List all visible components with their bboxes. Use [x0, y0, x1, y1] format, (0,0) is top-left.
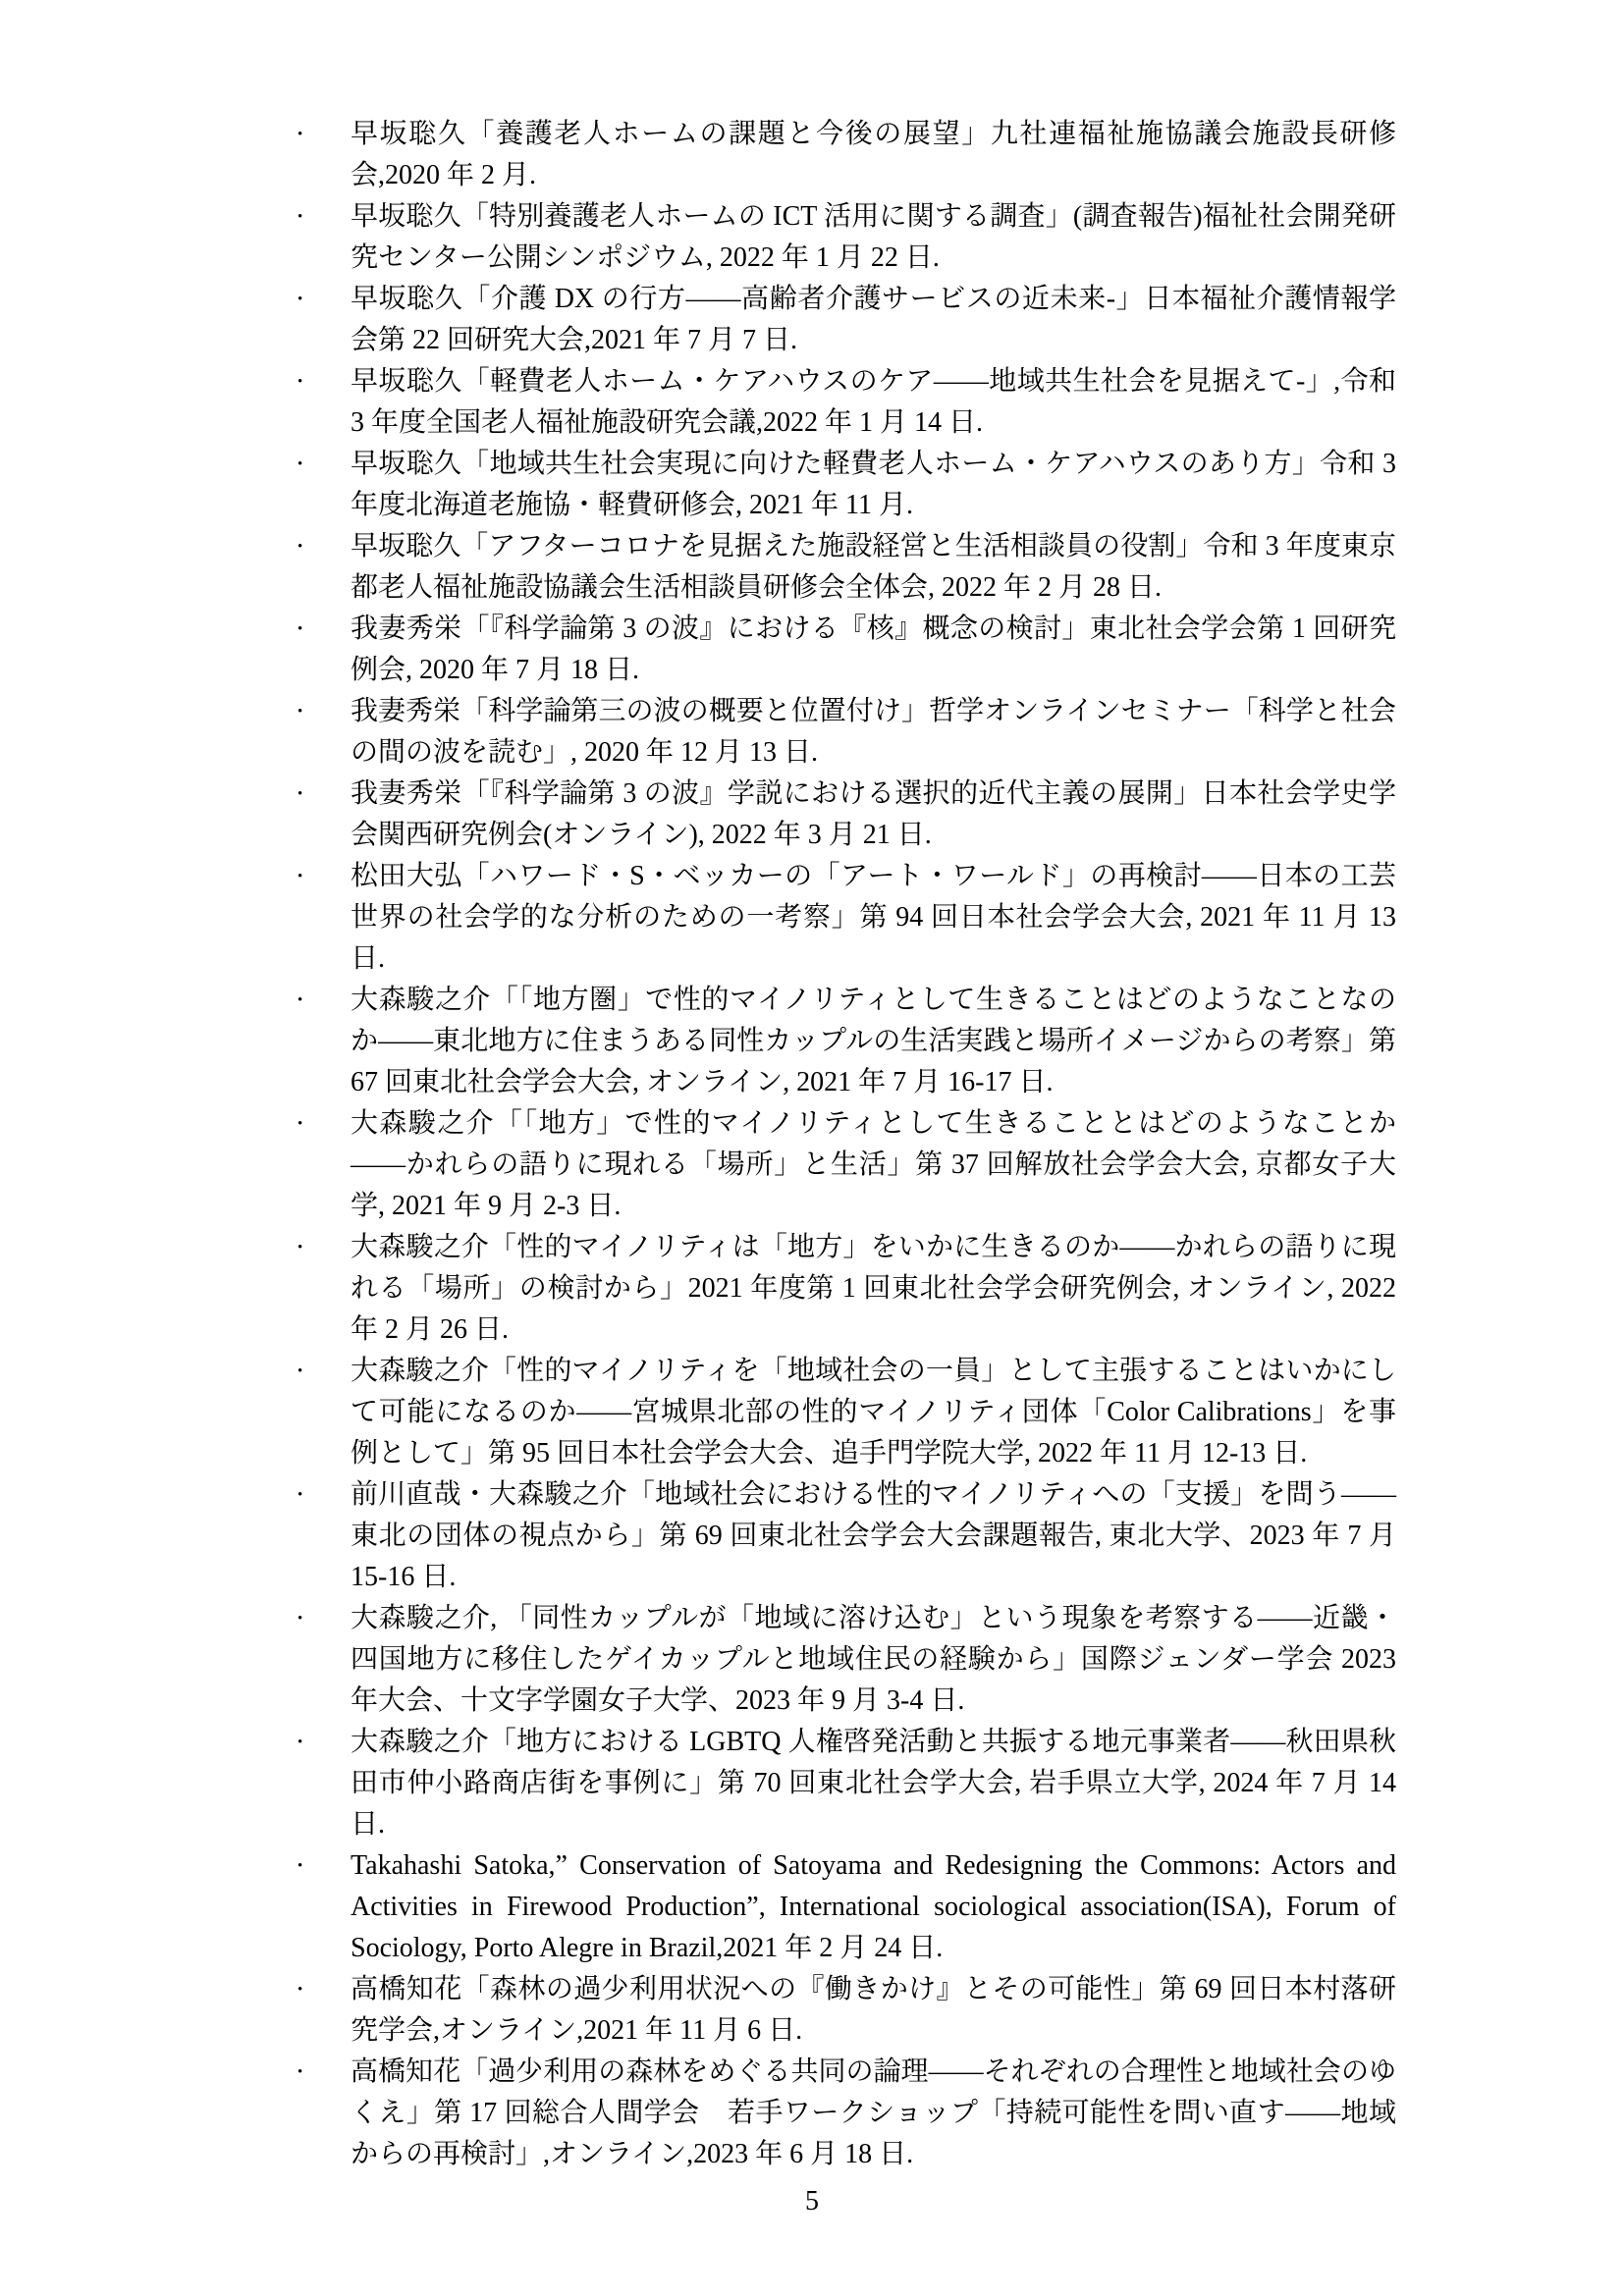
list-item-text: 大森駿之介「「地方圏」で性的マイノリティとして生きることはどのようなことなのか――東北地方に住まうある同性カップルの生活実践と場所イメージからの考察」第 67 回東北社会学会大会, オンライン, 2021 年 7 月 16-17 日. [351, 985, 1396, 1097]
list-item [295, 1845, 1396, 1969]
list-item [295, 980, 1396, 1103]
list-item-text: 早坂聡久「養護老人ホームの課題と今後の展望」九社連福祉施協議会施設長研修会,2020 年 2 月. [351, 119, 1396, 190]
bullet-icon: • [298, 292, 303, 307]
list-item [295, 526, 1396, 609]
list-item-text: 我妻秀栄「『科学論第 3 の波』学説における選択的近代主義の展開」日本社会学史学会関西研究例会(オンライン), 2022 年 3 月 21 日. [351, 778, 1396, 850]
list-item [295, 444, 1396, 526]
list-item-text: 我妻秀栄「『科学論第 3 の波』における『核』概念の検討」東北社会学会第 1 回研究例会, 2020 年 7 月 18 日. [351, 614, 1396, 685]
list-item-text: 高橋知花「森林の過少利用状況への『働きかけ』とその可能性」第 69 回日本村落研究学会,オンライン,2021 年 11 月 6 日. [351, 1974, 1396, 2046]
presentation-list [295, 114, 1396, 2175]
list-item-text: 松田大弘「ハワード・S・ベッカーの「アート・ワールド」の再検討――日本の工芸世界の社会学的な分析のための一考察」第 94 回日本社会学会大会, 2021 年 11 月 13 日. [351, 861, 1396, 974]
list-item-text: 前川直哉・大森駿之介「地域社会における性的マイノリティへの「支援」を問う――東北の団体の視点から」第 69 回東北社会学会大会課題報告, 東北大学、2023 年 7 月 15-16 日. [351, 1479, 1396, 1592]
list-item-text: 早坂聡久「軽費老人ホーム・ケアハウスのケア――地域共生社会を見据えて-」,令和 3 年度全国老人福祉施設研究会議,2022 年 1 月 14 日. [351, 366, 1396, 438]
bullet-icon: • [298, 704, 303, 720]
bullet-icon: • [298, 127, 303, 142]
list-item [295, 1969, 1396, 2052]
bullet-icon: • [298, 456, 303, 472]
bullet-icon: • [298, 786, 303, 802]
list-item [295, 609, 1396, 691]
list-item [295, 1474, 1396, 1598]
list-item-text: 高橋知花「過少利用の森林をめぐる共同の論理――それぞれの合理性と地域社会のゆくえ」第 17 回総合人間学会 若手ワークショップ「持続可能性を問い直す――地域からの再検討」,オンライン,2023 年 6 月 18 日. [351, 2056, 1396, 2169]
list-item [295, 1722, 1396, 1845]
list-item [295, 1351, 1396, 1474]
list-item-text: 我妻秀栄「科学論第三の波の概要と位置付け」哲学オンラインセミナー「科学と社会の間の波を読む」, 2020 年 12 月 13 日. [351, 696, 1396, 768]
list-item-text: 大森駿之介, 「同性カップルが「地域に溶け込む」という現象を考察する――近畿・四国地方に移住したゲイカップルと地域住民の経験から」国際ジェンダー学会 2023 年大会、十文字学園女子大学、2023 年 9 月 3-4 日. [351, 1603, 1396, 1716]
list-item-text: 早坂聡久「地域共生社会実現に向けた軽費老人ホーム・ケアハウスのあり方」令和 3 年度北海道老施協・軽費研修会, 2021 年 11 月. [351, 449, 1396, 520]
list-item-text: 早坂聡久「介護 DX の行方――高齢者介護サービスの近未来-」日本福祉介護情報学会第 22 回研究大会,2021 年 7 月 7 日. [351, 284, 1396, 355]
bullet-icon: • [298, 1363, 303, 1379]
bullet-icon: • [298, 1240, 303, 1255]
list-item [295, 196, 1396, 279]
list-item [295, 1598, 1396, 1722]
bullet-icon: • [298, 869, 303, 884]
list-item-text: 大森駿之介「「地方」で性的マイノリティとして生きることとはどのようなことか――かれらの語りに現れる「場所」と生活」第 37 回解放社会学会大会, 京都女子大学, 2021 年 9 月 2-3 日. [351, 1108, 1396, 1221]
page-number: 5 [805, 2186, 819, 2216]
list-item [295, 774, 1396, 856]
bullet-icon: • [298, 539, 303, 555]
bullet-icon: • [298, 1735, 303, 1750]
list-item [295, 114, 1396, 196]
bullet-icon: • [298, 1982, 303, 1998]
list-item [295, 1103, 1396, 1227]
list-item-text: 大森駿之介「地方における LGBTQ 人権啓発活動と共振する地元事業者――秋田県秋田市仲小路商店街を事例に」第 70 回東北社会学大会, 岩手県立大学, 2024 年 7 月 14 日. [351, 1727, 1396, 1840]
list-item-text: 大森駿之介「性的マイノリティは「地方」をいかに生きるのか――かれらの語りに現れる「場所」の検討から」2021 年度第 1 回東北社会学会研究例会, オンライン, 2022 年 2 月 26 日. [351, 1232, 1396, 1345]
list-item [295, 279, 1396, 361]
list-item-text: 早坂聡久「アフターコロナを見据えた施設経営と生活相談員の役割」令和 3 年度東京都老人福祉施設協議会生活相談員研修会全体会, 2022 年 2 月 28 日. [351, 531, 1396, 603]
list-item-text: 早坂聡久「特別養護老人ホームの ICT 活用に関する調査」(調査報告)福祉社会開発研究センター公開シンポジウム, 2022 年 1 月 22 日. [351, 201, 1396, 273]
bullet-icon: • [298, 1116, 303, 1132]
list-item [295, 691, 1396, 774]
bullet-icon: • [298, 992, 303, 1008]
bullet-icon: • [298, 209, 303, 225]
bullet-icon: • [298, 1487, 303, 1503]
bullet-icon: • [298, 1611, 303, 1627]
list-item-text: 大森駿之介「性的マイノリティを「地域社会の一員」として主張することはいかにして可能になるのか――宮城県北部の性的マイノリティ団体「Color Calibrations」を事例として」第 95 回日本社会学会大会、追手門学院大学, 2022 年 11 月 12-13 日. [351, 1356, 1396, 1468]
bullet-icon: • [298, 1858, 303, 1874]
bullet-icon: • [298, 374, 303, 390]
list-item [295, 856, 1396, 980]
list-item [295, 2052, 1396, 2175]
list-item [295, 1227, 1396, 1351]
bullet-icon: • [298, 621, 303, 637]
bullet-icon: • [298, 2064, 303, 2080]
list-item-text: Takahashi Satoka,” Conservation of Satoyama and Redesigning the Commons: Actors and Activities in Firewood Production”, International sociological association(ISA), Forum of Sociology, Porto Alegre in Brazil,2021 年 2 月 24 日. [351, 1850, 1396, 1963]
list-item [295, 361, 1396, 444]
